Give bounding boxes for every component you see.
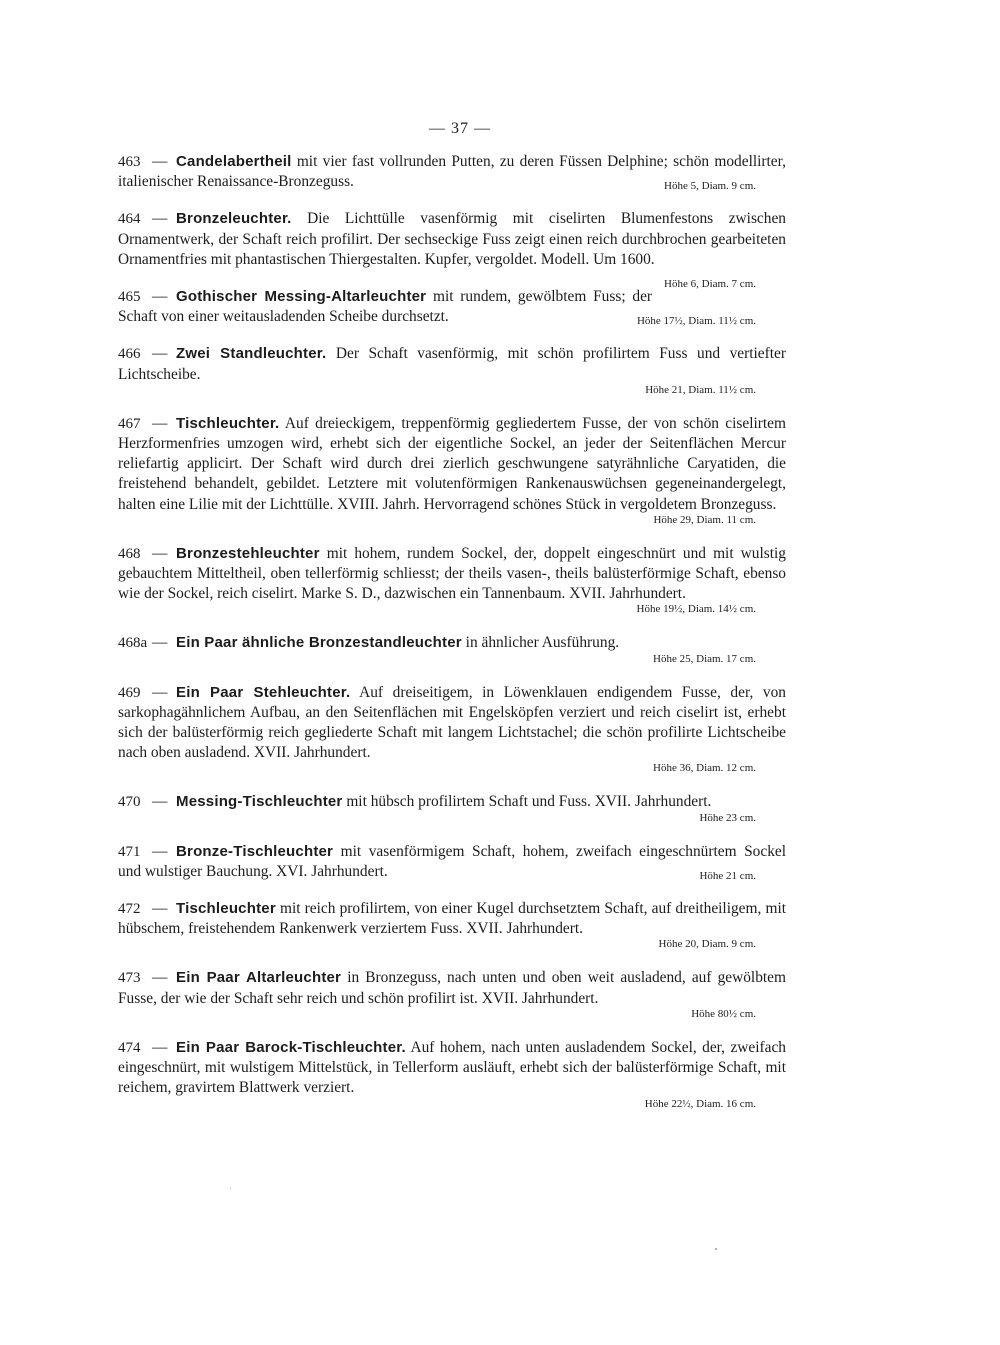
entry-text: mit hübsch profilirtem Schaft und Fuss. XVII. Jahrhundert. — [346, 793, 712, 811]
entry-number: 474 — [118, 1039, 141, 1056]
entry-description — [118, 899, 786, 939]
catalog-entry-472 — [118, 899, 786, 951]
entry-text: in Bronzeguss, nach unten und oben weit ausladend, auf gewölbtem Fusse, der wie der Schaft sehr reich und schön profilirt ist. XVII. Jahrhundert. — [118, 969, 786, 1007]
entry-text: mit vasenförmigem Schaft, hohem, zweifach eingeschnürtem Sockel und wulstiger Bauchung. XVI. Jahrhundert. — [118, 842, 786, 880]
entry-dimensions: Höhe 29, Diam. 11 cm. — [653, 513, 756, 526]
entry-dimensions: Höhe 22½, Diam. 16 cm. — [644, 1097, 756, 1110]
entry-dash: — — [152, 900, 168, 918]
entry-description — [118, 968, 786, 1008]
entry-text: mit hohem, rundem Sockel, der, doppelt eingeschnürt und mit wulstig gebauchtem Mitteltheil, oben tellerförmig schliesst; der theils vasen-, theils balüsterförmige Schaft, ebenso wie der Sockel, reich ciselirt. Marke S. D., dazwischen ein Tannenbaum. XVII. Jahrhundert. — [118, 544, 786, 603]
entry-title: Tischleuchter — [176, 900, 276, 918]
entry-description — [118, 792, 786, 812]
entry-title: Gothischer Messing-Altarleuchter — [176, 288, 427, 306]
catalog-entry-465 — [118, 287, 786, 327]
entry-dash: — — [152, 414, 168, 432]
entry-dash: — — [152, 842, 168, 860]
entry-description — [118, 414, 786, 515]
entry-dimensions: Höhe 17½, Diam. 11½ cm. — [636, 315, 756, 328]
entry-number: 466 — [118, 346, 141, 363]
entry-title: Bronze-Tischleuchter — [176, 842, 334, 860]
catalog-entry-474 — [118, 1038, 786, 1111]
catalog-entry-468 — [118, 544, 786, 617]
entry-title: Ein Paar Altarleuchter — [176, 969, 342, 987]
entry-dash: — — [152, 969, 168, 987]
entry-number: 467 — [118, 415, 141, 432]
entry-description — [118, 287, 786, 327]
entry-dash: — — [152, 1038, 168, 1056]
entry-text: mit reich profilirtem, von einer Kugel durchsetztem Schaft, auf dreitheiligem, mit hübschem, freistehendem Rankenwerk verziertem Fuss. XVII. Jahrhundert. — [118, 900, 786, 938]
entry-text: mit vier fast vollrunden Putten, zu deren Füssen Delphine; schön modellirter, italienischer Renaissance-Bronzeguss. — [118, 153, 786, 191]
entry-title: Bronzestehleuchter — [176, 544, 320, 562]
entry-dash: — — [152, 683, 168, 701]
entry-description — [118, 683, 786, 764]
entry-title: Bronzeleuchter. — [176, 210, 292, 228]
catalog-entry-463 — [118, 152, 786, 192]
entry-description — [118, 633, 786, 653]
entry-number: 464 — [118, 211, 141, 228]
entry-number: 472 — [118, 901, 141, 918]
entry-title: Ein Paar Stehleuchter. — [176, 683, 351, 701]
entry-description — [118, 842, 786, 882]
entry-text: in ähnlicher Ausführung. — [465, 634, 620, 652]
entry-description — [118, 1038, 786, 1099]
catalog-entries — [118, 152, 786, 1128]
entry-description — [118, 152, 786, 192]
catalog-entry-464 — [118, 209, 786, 291]
entry-title: Messing-Tischleuchter — [176, 793, 343, 811]
entry-dash: — — [152, 634, 168, 652]
entry-number: 470 — [118, 794, 141, 811]
entry-title: Ein Paar ähnliche Bronzestandleuchter — [176, 634, 462, 652]
entry-title: Zwei Standleuchter. — [176, 345, 327, 363]
catalog-entry-467 — [118, 414, 786, 527]
entry-text: Auf hohem, nach unten ausladendem Sockel, der, zweifach eingeschnürt, mit wulstigem Mittelstück, in Tellerform ausläuft, erhebt sich der balüsterförmige Schaft, mit reichem, gravirtem Blattwerk verziert. — [118, 1038, 787, 1097]
entry-number: 468a — [118, 635, 148, 652]
entry-text: Auf dreieckigem, treppenförmig gegliedertem Fusse, der von schön ciselirtem Herzformenfries umzogen wird, erhebt sich der eigentliche Sockel, an jeder der Seitenflächen Mercur reliefartig applicirt. Der Schaft wird durch drei zierlich geschwungene satyrähnliche Caryatiden, die freistehend behandelt, gebildet. Letztere mit volutenförmigen Rankenauswüchsen gegeneinandergelegt, halten eine Lilie mit der Lichttülle. XVIII. Jahrh. Hervorragend schönes Stück in vergoldetem Bronzeguss. — [118, 414, 786, 513]
entry-number: 465 — [118, 289, 141, 306]
entry-text: Auf dreiseitigem, in Löwenklauen endigendem Fusse, der, von sarkophagähnlichem Aufbau, an den Seitenflächen mit Engelsköpfen verziert und reich ciselirt ist, erhebt sich der balüsterförmig reich gegliederte Schaft mit langem Lichtstachel; die schön profilirte Lichtscheibe nach oben ausladend. XVII. Jahrhundert. — [118, 683, 787, 762]
entry-title: Ein Paar Barock-Tischleuchter. — [176, 1038, 406, 1056]
entry-title: Candelabertheil — [176, 153, 292, 170]
entry-description — [118, 209, 786, 291]
page-number: — 37 — — [429, 120, 491, 137]
scan-speck — [715, 1248, 717, 1250]
entry-dimensions: Höhe 23 cm. — [699, 811, 756, 824]
entry-dimensions: Höhe 21 cm. — [699, 869, 756, 882]
entry-number: 473 — [118, 970, 141, 987]
entry-dimensions: Höhe 20, Diam. 9 cm. — [658, 938, 756, 951]
entry-text: Der Schaft vasenförmig, mit schön profilirtem Fuss und vertiefter Lichtscheibe. — [118, 345, 787, 383]
catalog-entry-471 — [118, 842, 786, 882]
entry-dash: — — [152, 345, 168, 363]
entry-title: Tischleuchter. — [176, 414, 280, 432]
catalog-entry-469 — [118, 683, 786, 776]
entry-number: 463 — [118, 154, 141, 170]
entry-description — [118, 344, 786, 384]
entry-dimensions: Höhe 21, Diam. 11½ cm. — [645, 383, 756, 396]
entry-number: 469 — [118, 684, 141, 701]
catalog-entry-470 — [118, 792, 786, 824]
entry-dimensions: Höhe 36, Diam. 12 cm. — [653, 762, 756, 775]
entry-text: Die Lichttülle vasenförmig mit ciselirten Blumenfestons zwischen Ornamentwerk, der Schaft reich profilirt. Der sechseckige Fuss zeigt einen reich durchbrochen gearbeiteten Ornamentfries mit phantastischen Thiergestalten. Kupfer, vergoldet. Modell. Um 1600. — [118, 210, 786, 268]
entry-dash: — — [152, 288, 168, 306]
entry-dash: — — [152, 210, 168, 228]
scan-speck — [230, 1188, 231, 1189]
entry-dimensions: Höhe 5, Diam. 9 cm. — [664, 180, 756, 193]
catalog-entry-466 — [118, 344, 786, 396]
entry-text: mit rundem, gewölbtem Fuss; der Schaft von einer weitausladenden Scheibe durchsetzt. — [118, 288, 653, 326]
entry-description — [118, 544, 786, 605]
entry-dimensions: Höhe 80½ cm. — [691, 1007, 756, 1020]
entry-dash: — — [152, 793, 168, 811]
entry-dash: — — [152, 544, 168, 562]
catalog-entry-468a — [118, 633, 786, 665]
entry-dimensions: Höhe 19½, Diam. 14½ cm. — [636, 603, 756, 616]
entry-number: 468 — [118, 545, 141, 562]
entry-dash: — — [152, 153, 168, 170]
entry-dimensions: Höhe 25, Diam. 17 cm. — [653, 652, 756, 665]
entry-number: 471 — [118, 843, 141, 860]
catalog-entry-473 — [118, 968, 786, 1020]
entry-dimensions: Höhe 6, Diam. 7 cm. — [664, 278, 756, 291]
